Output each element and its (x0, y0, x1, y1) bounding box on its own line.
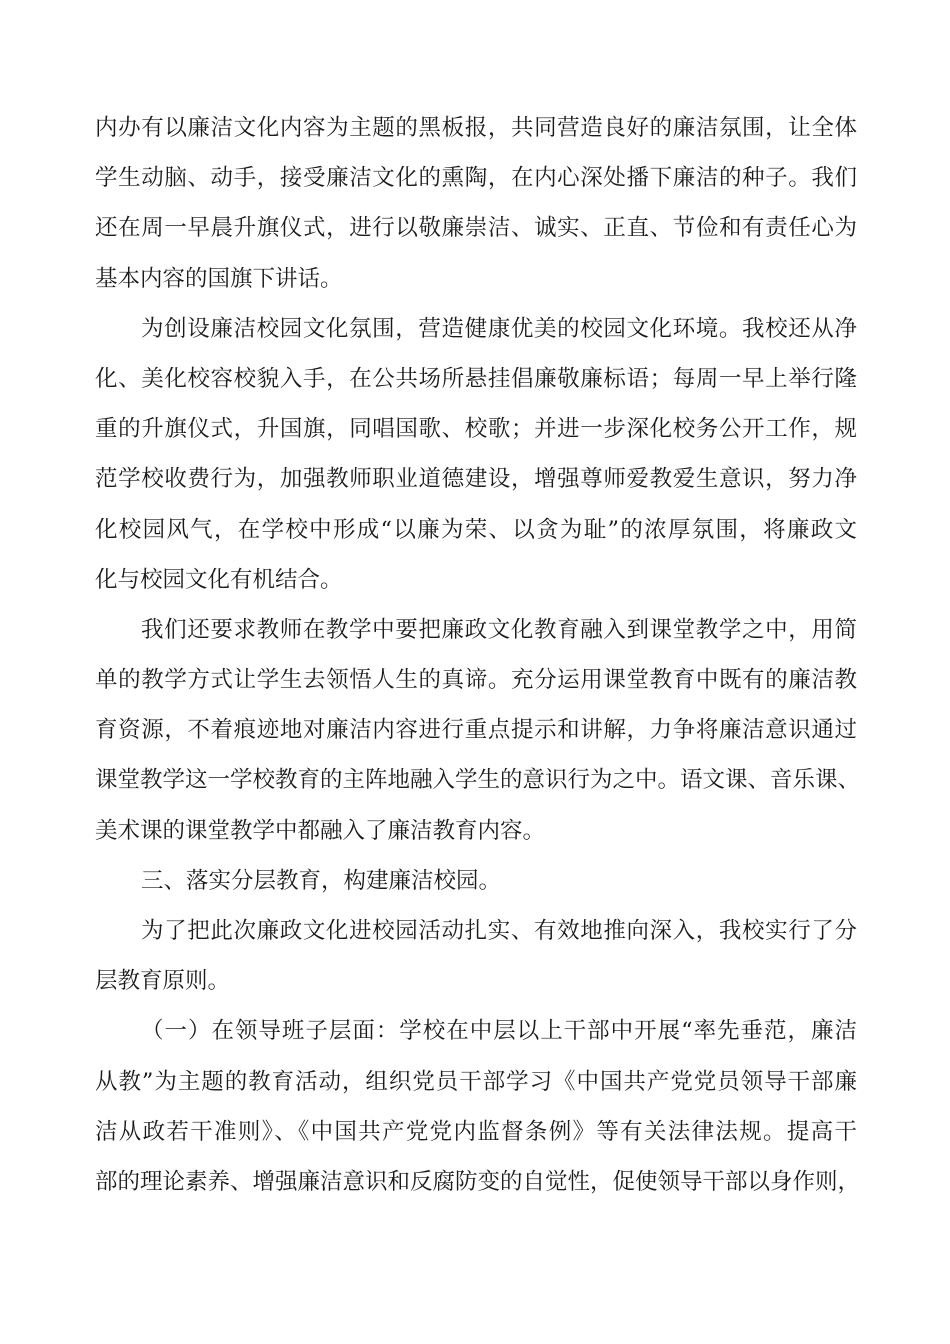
paragraph-3-line-1: 我们还要求教师在教学中要把廉政文化教育融入到课堂教学之中，用简 (141, 616, 857, 643)
paragraph-2-line-3: 重的升旗仪式，升国旗，同唱国歌、校歌；并进一步深化校务公开工作，规 (95, 416, 857, 443)
paragraph-5-line-2: 层教育原则。 (95, 968, 231, 995)
paragraph-5-line-1: 为了把此次廉政文化进校园活动扎实、有效地推向深入，我校实行了分 (141, 918, 857, 944)
paragraph-1-line-2: 学生动脑、动手，接受廉洁文化的熏陶，在内心深处播下廉洁的种子。我们 (95, 165, 857, 192)
paragraph-2-line-5: 化校园风气，在学校中形成“以廉为荣、以贪为耻”的浓厚氛围，将廉政文 (95, 516, 857, 543)
paragraph-3-line-2: 单的教学方式让学生去领悟人生的真谛。充分运用课堂教育中既有的廉洁教 (95, 667, 857, 694)
paragraph-6-line-3: 洁从政若干准则》、《中国共产党党内监督条例》等有关法律法规。提高干 (95, 1118, 857, 1145)
paragraph-2-line-2: 化、美化校容校貌入手，在公共场所悬挂倡廉敬廉标语；每周一早上举行隆 (95, 365, 857, 392)
paragraph-2-line-6: 化与校园文化有机结合。 (95, 566, 343, 593)
paragraph-2-line-1: 为创设廉洁校园文化氛围，营造健康优美的校园文化环境。我校还从净 (141, 315, 857, 342)
document-body (95, 103, 861, 1207)
paragraph-3-line-4: 课堂教学这一学校教育的主阵地融入学生的意识行为之中。语文课、音乐课、 (95, 767, 861, 794)
paragraph-1-line-3: 还在周一早晨升旗仪式，进行以敬廉崇洁、诚实、正直、节俭和有责任心为 (95, 215, 857, 242)
paragraph-3-line-3: 育资源，不着痕迹地对廉洁内容进行重点提示和讲解，力争将廉洁意识通过 (95, 717, 857, 744)
paragraph-6-line-1: （一）在领导班子层面：学校在中层以上干部中开展“率先垂范，廉洁 (141, 1018, 857, 1045)
paragraph-2-line-4: 范学校收费行为，加强教师职业道德建设，增强尊师爱教爱生意识，努力净 (95, 466, 857, 493)
paragraph-1-line-4: 基本内容的国旗下讲话。 (95, 265, 343, 292)
section-heading-3: 三、落实分层教育，构建廉洁校园。 (141, 867, 502, 894)
paragraph-6-line-4: 部的理论素养、增强廉洁意识和反腐防变的自觉性，促使领导干部以身作则， (95, 1168, 861, 1195)
paragraph-3-line-5: 美术课的课堂教学中都融入了廉洁教育内容。 (95, 817, 546, 844)
paragraph-1-line-1: 内办有以廉洁文化内容为主题的黑板报，共同营造良好的廉洁氛围，让全体 (95, 115, 857, 141)
paragraph-6-line-2: 从教”为主题的教育活动，组织党员干部学习《中国共产党党员领导干部廉 (95, 1068, 857, 1095)
